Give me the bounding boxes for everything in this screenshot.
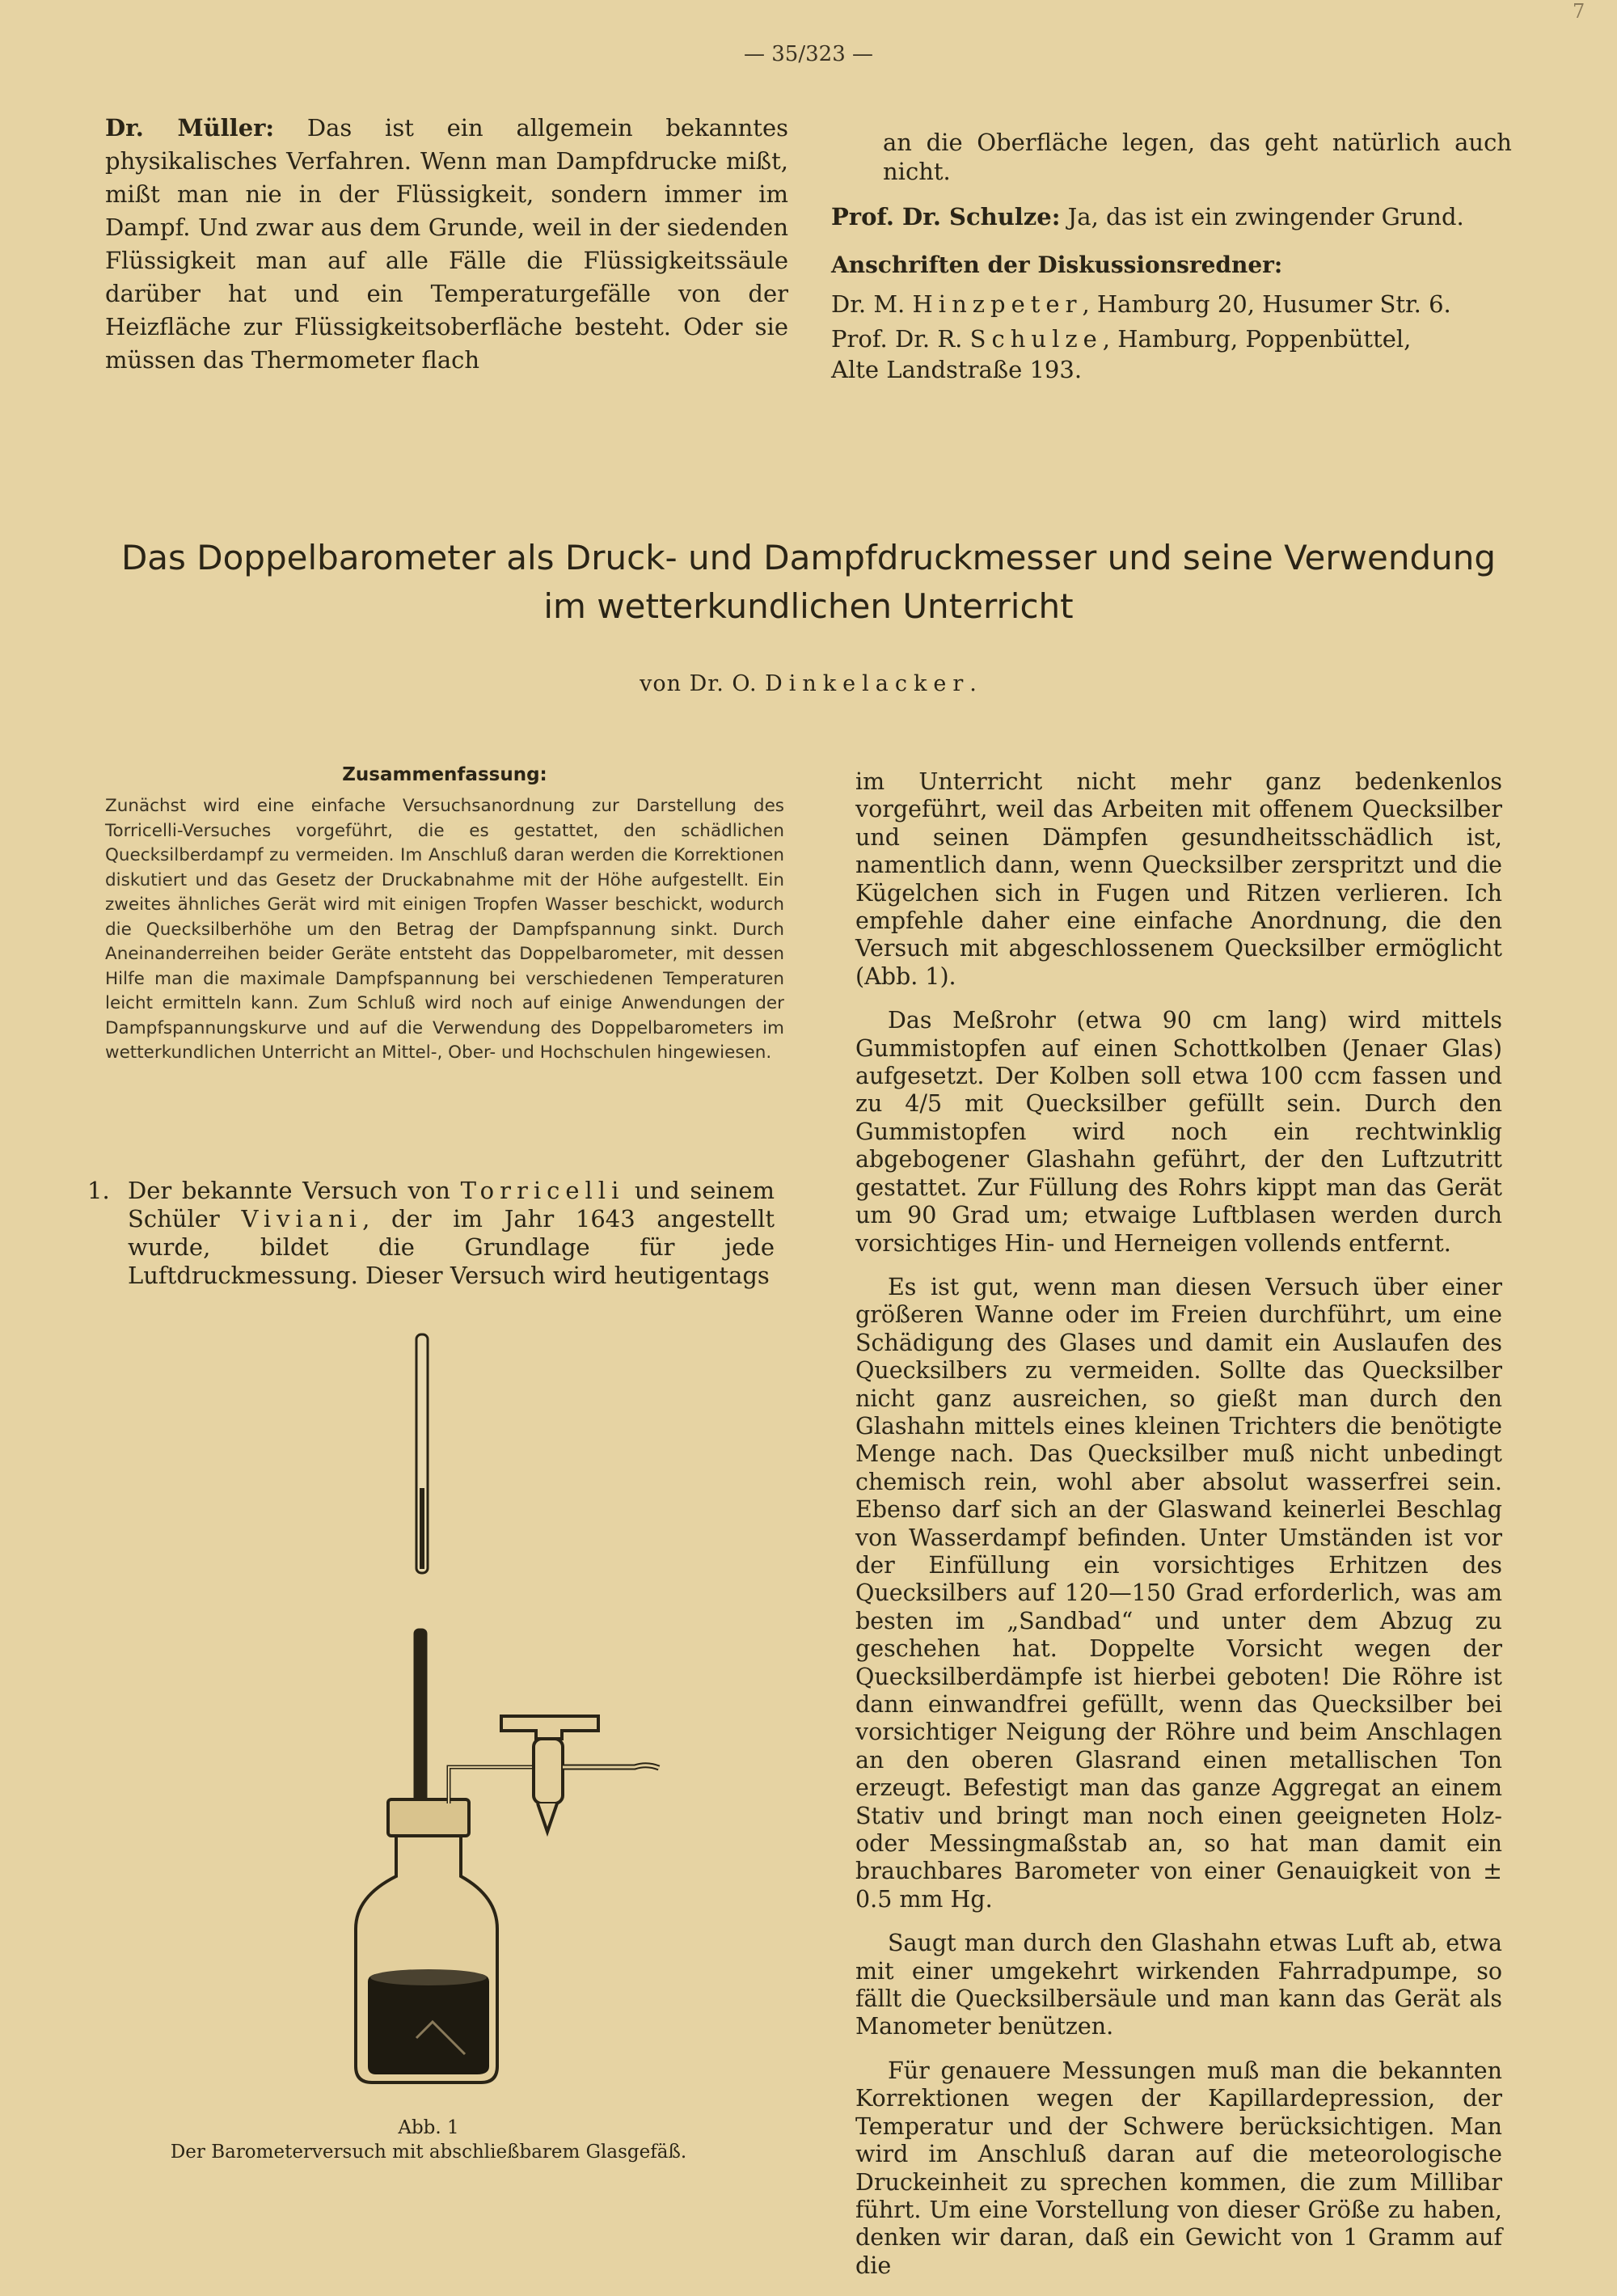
summary-heading: Zusammenfassung: [342,764,547,785]
addr1-rest: , Hamburg 20, Husumer Str. 6. [1082,290,1451,318]
mercury-bottle [368,1973,489,2074]
section-1-body [128,1177,775,1290]
addr2-title: Prof. Dr. R. [831,325,963,353]
sec1-part-b: und seinem Schüler [128,1177,775,1233]
title-line-1: Das Doppelbarometer als Druck- und Dampfdruckmesser und seine Verwendung [120,538,1497,577]
speaker-mueller: Dr. Müller: [105,114,275,142]
name-viviani: Viviani [241,1205,363,1233]
schulze-text: Ja, das ist ein zwingender Grund. [1067,203,1464,230]
addr1-title: Dr. M. [831,290,906,318]
mueller-paragraph [105,112,788,377]
mercury-upper [420,1488,424,1569]
barometer-figure [319,1326,683,2103]
schulze-paragraph [831,201,1512,234]
stopper [388,1799,469,1836]
author-prefix: von Dr. O. [640,671,758,696]
discussion-left-column [105,112,788,377]
address-schulze-cont: Alte Landstraße 193. [831,356,1083,383]
addr2-rest: , Hamburg, Poppenbüttel, [1102,325,1412,353]
mercury-surface [370,1969,487,1985]
page-number: — 35/323 — [744,42,873,66]
speaker-schulze: Prof. Dr. Schulze: [831,203,1061,230]
addresses-heading: Anschriften der Diskussionsredner: [831,252,1283,278]
paragraph-4: Saugt man durch den Glashahn etwas Luft ab, etwa mit einer umgekehrt wirkenden Fahrradpumpe, so fällt die Quecksilbersäule und man kann das Gerät als Manometer benützen. [855,1930,1502,2040]
paragraph-5: Für genauere Messungen muß man die bekannten Korrektionen wegen der Kapillardepression, der Temperatur und der Schwere berücksichtigen. Man wird im Anschluß daran auf die meteorologische Druckeinheit zu sprechen kommen, die zum Millibar führt. Um eine Vorstellung von dieser Größe zu haben, denken wir daran, daß ein Gewicht von 1 Gramm auf die [855,2057,1502,2279]
stopcock-tip [538,1803,557,1832]
address-hinzpeter [831,288,1512,321]
address-schulze [831,323,1512,356]
sec1-part-c: , der im Jahr 1643 angestellt wurde, bildet die Grundlage für jede Luftdruckmessung. Dieser Versuch wird heutigentags [128,1205,775,1289]
discussion-right-column [831,128,1512,383]
author-name: Dinkelacker [765,671,970,696]
stopcock-handle [501,1716,598,1739]
addr1-name: Hinzpeter [912,290,1083,318]
sec1-part-a: Der bekannte Versuch von [128,1177,450,1204]
section-1-number: 1. [87,1177,110,1204]
title-line-2: im wetterkundlichen Unterricht [543,586,1074,626]
figure-caption: Der Barometerversuch mit abschließbarem Glasgefäß. [170,2142,687,2163]
summary-text: Zunächst wird eine einfache Versuchsanordnung zur Darstellung des Torricelli-Versuches vorgeführt, die es gestattet, den schädlichen Quecksilberdampf zu vermeiden. Im Anschluß daran werden die Korrektionen diskutiert und das Gesetz der Druckabnahme mit der Höhe aufgestellt. Ein zweites ähnliches Gerät wird mit einigen Tropfen Wasser beschickt, wodurch die Quecksilberhöhe um den Betrag der Dampfspannung sinkt. Durch Aneinanderreihen beider Geräte entsteht das Doppelbarometer, mit dessen Hilfe man die maximale Dampfspannung bei verschiedenen Temperaturen leicht ermitteln kann. Zum Schluß wird noch auf einige Anwendungen der Dampfspannungskurve und auf die Verwendung des Doppelbarometers im wetterkundlichen Unterricht an Mittel-, Ober- und Hochschulen hingewiesen. [105,796,784,1063]
paragraph-3: Es ist gut, wenn man diesen Versuch über einer größeren Wanne oder im Freien durchführt, um eine Schädigung des Glases und damit ein Auslaufen des Quecksilbers zu vermeiden. Sollte das Quecksilber nicht ganz ausreichen, so gießt man durch den Glashahn mittels eines kleinen Trichters die benötigte Menge nach. Das Quecksilber muß nicht unbedingt chemisch rein, wohl aber absolut wasserfrei sein. Ebenso darf sich an der Glaswand keinerlei Beschlag von Wasserdampf befinden. Unter Umständen ist vor der Einfüllung ein vorsichtiges Erhitzen des Quecksilbers auf 120—150 Grad erforderlich, was am besten im „Sandbad“ und unter dem Abzug zu geschehen hat. Doppelte Vorsicht wegen der Quecksilberdämpfe ist hierbei geboten! Die Röhre ist dann einwandfrei gefüllt, wenn das Quecksilber bei vorsichtiger Neigung der Röhre und beim Anschlagen an den oberen Glasrand einen metallischen Ton erzeugt. Befestigt man das ganze Aggregat an einem Stativ und bringt man noch einen geeigneten Holz- oder Messingmaßstab an, so hat man damit ein brauchbares Barometer von einer Genauigkeit von ± 0.5 mm Hg. [855,1273,1502,1913]
paragraph-1: im Unterricht nicht mehr ganz bedenkenlos vorgeführt, weil das Arbeiten mit offenem Quecksilber und seinen Dämpfen gesundheitsschädlich ist, namentlich dann, wenn Quecksilber zerspritzt und die Kügelchen sich in Fugen und Ritzen verlieren. Ich empfehle daher eine einfache Anordnung, die den Versuch mit abgeschlossenem Quecksilber ermöglicht (Abb. 1). [855,768,1502,990]
right-column [855,768,1502,2296]
mueller-continuation: an die Oberfläche legen, das geht natürlich auch nicht. [883,129,1512,185]
mueller-text: Das ist ein allgemein bekanntes physikalisches Verfahren. Wenn man Dampfdrucke mißt, mißt man nie in der Flüssigkeit, sondern immer im Dampf. Und zwar aus dem Grunde, weil in der siedenden Flüssigkeit man auf alle Fälle die Flüssigkeitssäule darüber hat und ein Temperaturgefälle von der Heizfläche zur Flüssigkeitsoberfläche besteht. Oder sie müssen das Thermometer flach [105,114,789,374]
article-title [81,534,1536,631]
section-1 [87,1177,775,1290]
name-torricelli: Torricelli [460,1177,625,1204]
article-author [0,671,1617,696]
author-suffix: . [969,671,977,696]
stopcock-body [534,1739,563,1803]
paragraph-2: Das Meßrohr (etwa 90 cm lang) wird mittels Gummistopfen auf einen Schottkolben (Jenaer Glas) aufgesetzt. Der Kolben soll etwa 100 ccm fassen und zu 4/5 mit Quecksilber gefüllt sein. Durch den Gummistopfen wird noch ein rechtwinklig abgebogener Glashahn geführt, der den Luftzutritt gestattet. Zur Füllung des Rohrs kippt man das Gerät um 90 Grad um; etwaige Luftblasen werden durch vorsichtiges Hin- und Herneigen vollends entfernt. [855,1007,1502,1257]
corner-mark: 7 [1573,0,1585,23]
figure-label: Abb. 1 [398,2117,459,2138]
addr2-name: Schulze [969,325,1103,353]
